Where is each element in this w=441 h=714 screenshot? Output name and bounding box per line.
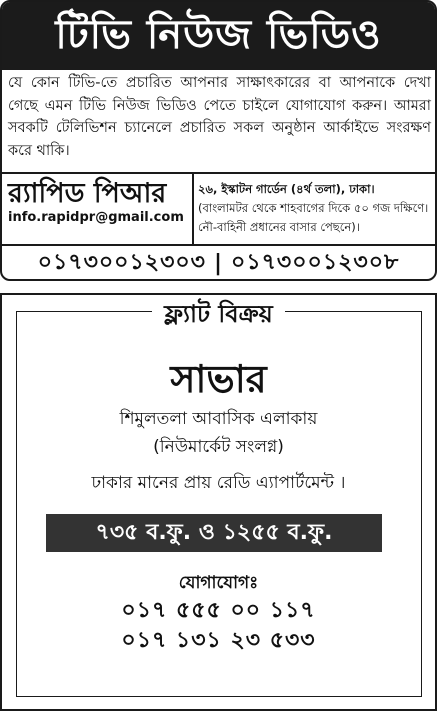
phone-number: ০১৭৩০০১২৩০৮: [231, 250, 400, 275]
address-line: ২৬, ইস্কাটন গার্ডেন (৪র্থ তলা), ঢাকা।: [198, 182, 375, 196]
nearby-line: (নিউমার্কেট সংলগ্ন): [153, 437, 284, 457]
brand-block: [8, 178, 198, 226]
location-heading: সাভার: [170, 357, 267, 401]
contact-label: যোগাযোগঃ: [178, 573, 259, 593]
area-line: শিমুলতলা আবাসিক এলাকায়: [119, 409, 318, 429]
phone-numbers: [2, 246, 435, 281]
divider: [192, 174, 194, 244]
flat-sale-ad: [0, 293, 437, 711]
phone-number: ০১৭৩০০১২৩০৩: [37, 250, 206, 275]
brand-email: info.rapidpr@gmail.com: [8, 210, 184, 225]
ad-headline-text: টিভি নিউজ ভিডিও: [55, 11, 382, 58]
ad-title: [2, 297, 435, 331]
tv-news-video-ad: [0, 0, 437, 281]
ad-headline: [2, 2, 435, 70]
address-block: [198, 180, 434, 237]
address-note: (বাংলামটর থেকে শাহবাগের দিকে ৫০ গজ দক্ষিণে। নৌ-বাহিনী প্রধানের বাসার পেছনে)।: [198, 201, 429, 234]
ad-body-text: যে কোন টিভি-তে প্রচারিত আপনার সাক্ষাৎকারের বা আপনাকে দেখা গেছে এমন টিভি নিউজ ভিডিও পেতে চাইলে যোগাযোগ করুন। আমরা সবকটি টেলিভিশন চ্যানেলে প্রচারিত সকল অনুষ্ঠান আর্কাইভে সংরক্ষণ করে থাকি।: [8, 75, 431, 159]
phone-number: ০১৭ ১৩১ ২৩ ৫৩৩: [121, 628, 316, 653]
size-banner: ৭৩৫ ব.ফু. ও ১২৫৫ ব.ফু.: [46, 514, 382, 552]
apartment-line: ঢাকার মানের প্রায় রেডি এ্যাপার্টমেন্ট ।: [91, 473, 346, 493]
phone-number: ০১৭ ৫৫৫ ০০ ১১৭: [121, 598, 316, 623]
brand-name: র‍্যাপিড পিআর: [8, 178, 167, 209]
divider: [2, 172, 435, 174]
ad-title-text: ফ্ল্যাট বিক্রয়: [152, 297, 285, 331]
phone-separator: |: [213, 251, 224, 276]
